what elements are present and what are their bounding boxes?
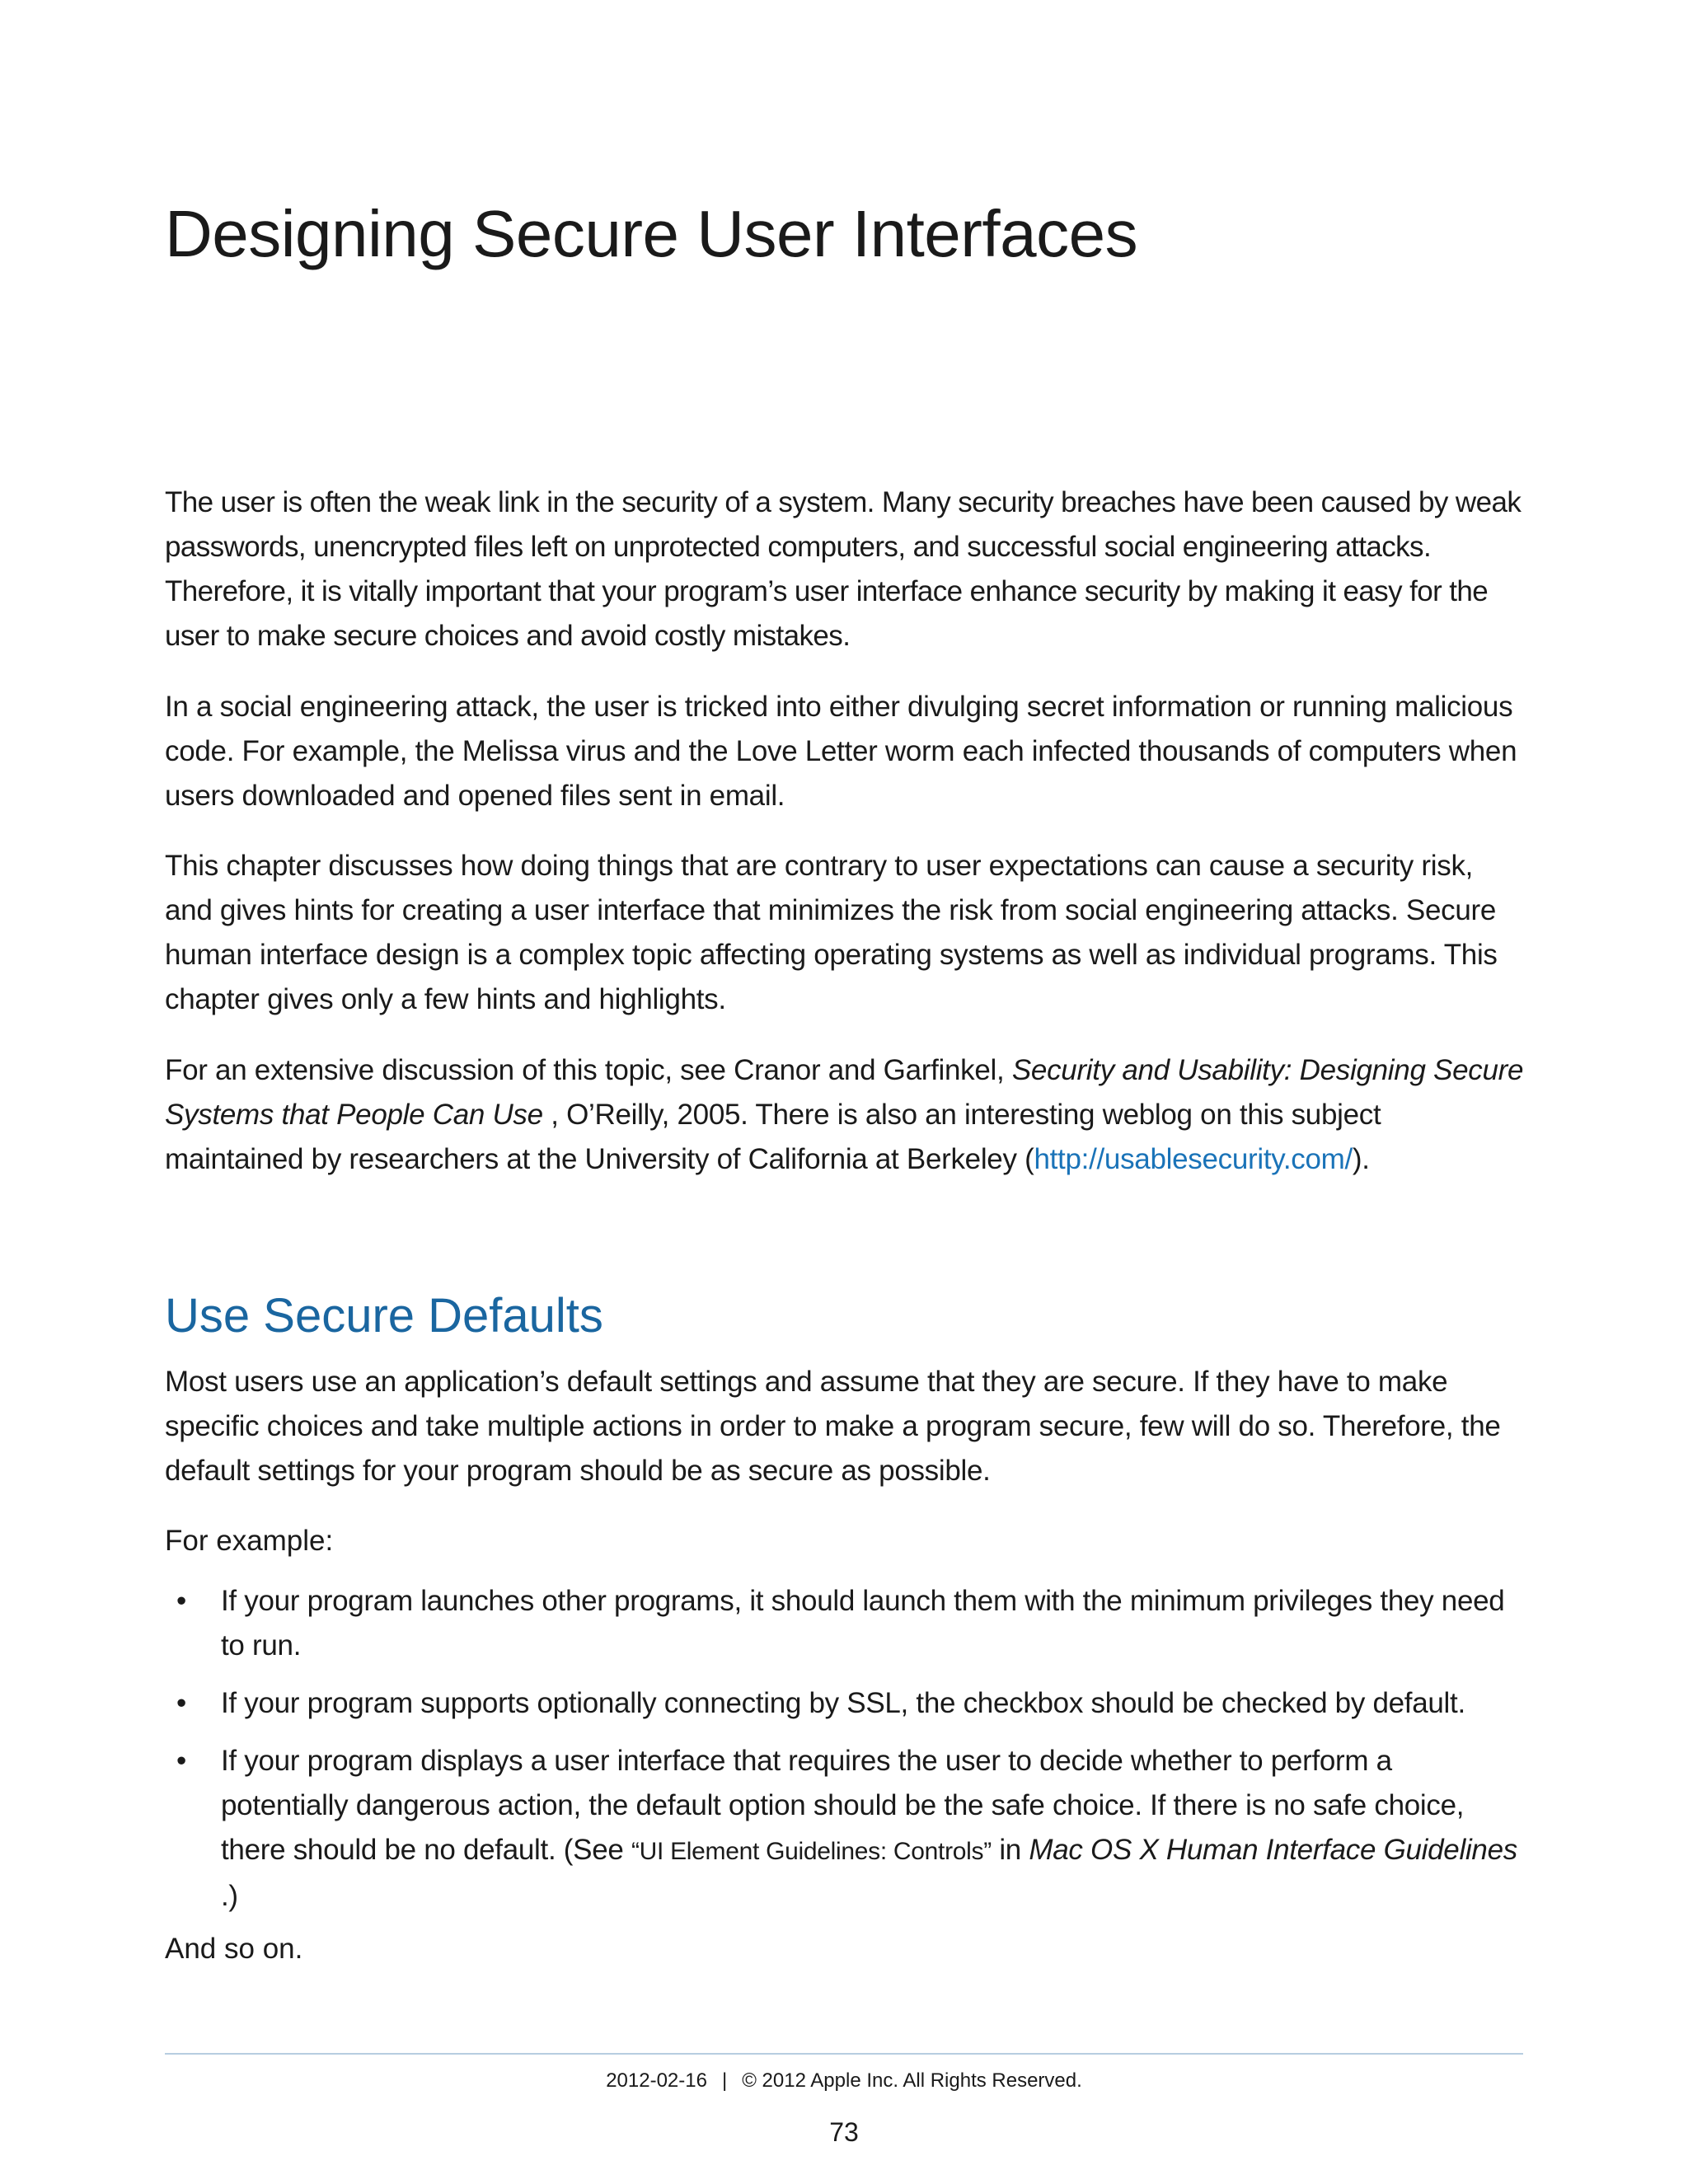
bullet-dot-icon: • bbox=[176, 1687, 186, 1719]
intro-paragraph-2: In a social engineering attack, the user is tricked into either divulging secret information or running malicious code. For example, the Melissa virus and the Love Letter worm each infected thousands of computers when users downloaded and opened files sent in email. bbox=[165, 691, 1517, 812]
bullet-text-lead: If your program displays a user interface that requires the user to decide whether to perform a potentially dangerous action, the default option should be the safe choice. If there is no safe choice, there should be no default. (See bbox=[221, 1745, 1465, 1866]
bullet-item bbox=[165, 1739, 1525, 1919]
bullet-item bbox=[165, 1579, 1525, 1668]
intro-paragraph-4 bbox=[165, 1048, 1525, 1182]
usablesecurity-link[interactable]: http://usablesecurity.com/ bbox=[1034, 1143, 1353, 1175]
bullet-dot-icon: • bbox=[176, 1745, 186, 1777]
footer-date: 2012-02-16 bbox=[606, 2069, 707, 2092]
bullet-text-in: in bbox=[991, 1834, 1029, 1866]
book-title-security-usability: Security and Usability: Designing Secure Systems that People Can Use bbox=[165, 1054, 1524, 1131]
footer-divider bbox=[165, 2053, 1523, 2055]
book-title-hig: Mac OS X Human Interface Guidelines bbox=[1029, 1834, 1517, 1866]
page-number: 73 bbox=[829, 2117, 859, 2147]
closing-paragraph: And so on. bbox=[165, 1933, 303, 1965]
footer-copyright: © 2012 Apple Inc. All Rights Reserved. bbox=[742, 2069, 1082, 2092]
bullet-text-end: .) bbox=[221, 1880, 238, 1912]
p4-middle-text: , O’Reilly, 2005. There is also an interesting weblog on this subject maintained by researchers at the University of California at Berkeley ( bbox=[165, 1099, 1381, 1175]
ui-element-guidelines-reference[interactable]: “UI Element Guidelines: Controls” bbox=[631, 1838, 992, 1865]
section-paragraph-1: Most users use an application’s default settings and assume that they are secure. If they have to make specific choices and take multiple actions in order to make a program secure, few will do so. Therefore, the default settings for your program should be as secure as possible. bbox=[165, 1366, 1501, 1487]
p4-lead-text: For an extensive discussion of this topic, see Cranor and Garfinkel, bbox=[165, 1054, 1012, 1086]
intro-paragraph-3: This chapter discusses how doing things that are contrary to user expectations can cause a security risk, and gives hints for creating a user interface that minimizes the risk from social engineering attacks. Secure human interface design is a complex topic affecting operating systems as well as individual programs. This chapter gives only a few hints and highlights. bbox=[165, 850, 1498, 1015]
section-paragraph-2: For example: bbox=[165, 1525, 334, 1557]
bullet-dot-icon: • bbox=[176, 1585, 186, 1617]
chapter-title: Designing Secure User Interfaces bbox=[165, 197, 1138, 270]
p4-end-text: ). bbox=[1352, 1143, 1370, 1175]
footer bbox=[0, 2066, 1688, 2096]
bullet-item bbox=[165, 1681, 1525, 1726]
section-title-secure-defaults: Use Secure Defaults bbox=[165, 1289, 603, 1343]
footer-separator: | bbox=[721, 2069, 728, 2092]
bullet-text: If your program launches other programs, it should launch them with the minimum privileges they need to run. bbox=[221, 1585, 1505, 1661]
intro-paragraph-1: The user is often the weak link in the security of a system. Many security breaches have been caused by weak passwords, unencrypted files left on unprotected computers, and successful social engineering attacks. Therefore, it is vitally important that your program’s user interface enhance security by making it easy for the user to make secure choices and avoid costly mistakes. bbox=[165, 486, 1522, 652]
bullet-text: If your program supports optionally connecting by SSL, the checkbox should be checked by default. bbox=[221, 1687, 1465, 1719]
bullet-list bbox=[165, 1579, 1525, 1932]
